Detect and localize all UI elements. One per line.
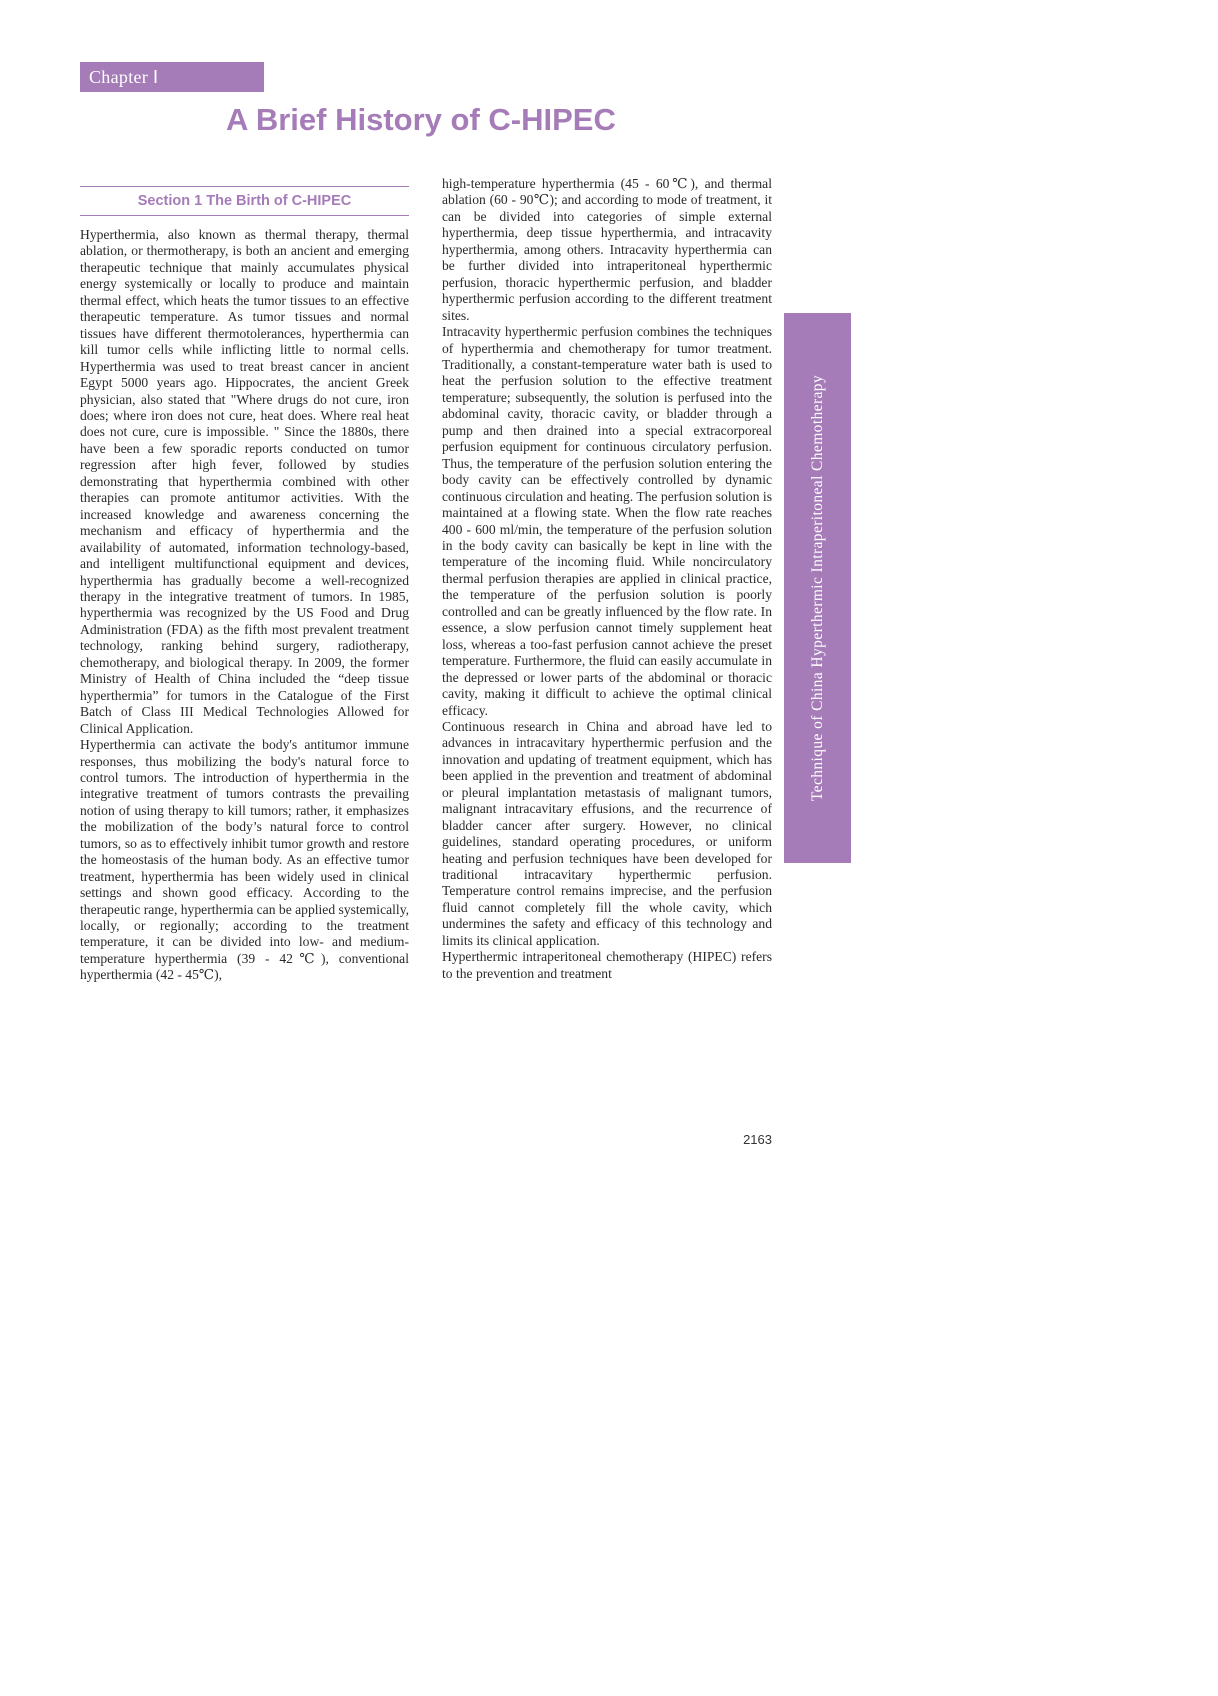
body-paragraph: Hyperthermic intraperitoneal chemotherapy (HIPEC) refers to the prevention and treatment	[442, 949, 772, 981]
left-column	[80, 227, 409, 1102]
side-tab-label: Technique of China Hyperthermic Intraperitoneal Chemotherapy	[808, 374, 826, 802]
body-paragraph: high-temperature hyperthermia (45 - 60℃), and thermal ablation (60 - 90℃); and according to mode of treatment, it can be divided into categories of simple external hyperthermia, deep tissue hyperthermia, and intracavity hyperthermia, among others. Intracavity hyperthermia can be further divided into intraperitoneal hyperthermic perfusion, thoracic hyperthermic perfusion, and bladder hyperthermic perfusion according to the different treatment sites.	[442, 176, 772, 323]
body-paragraph: Intracavity hyperthermic perfusion combines the techniques of hyperthermia and chemotherapy for tumor treatment. Traditionally, a constant-temperature water bath is used to heat the perfusion solution to the effective treatment temperature; subsequently, the solution is perfused into the abdominal cavity, thoracic cavity, or bladder through a pump and then drained into a special extracorporeal perfusion equipment for continuous circulatory perfusion. Thus, the temperature of the perfusion solution entering the body cavity can be effectively controlled by dynamic continuous circulation and heating. The perfusion solution is maintained at a flowing state. When the flow rate reaches 400 - 600 ml/min, the temperature of the perfusion solution in the body cavity can basically be kept in line with the temperature of the incoming fluid. While noncirculatory thermal perfusion therapies are applied in clinical practice, the temperature of the perfusion solution is poorly controlled and can be greatly influenced by the flow rate. In essence, a slow perfusion cannot timely supplement heat loss, whereas a too-fast perfusion cannot achieve the preset temperature. Furthermore, the fluid can easily accumulate in the depressed or lower parts of the abdominal or thoracic cavity, making it difficult to achieve the optimal clinical efficacy.	[442, 324, 772, 718]
body-paragraph: Hyperthermia can activate the body's antitumor immune responses, thus mobilizing the body's natural force to control tumors. The introduction of hyperthermia in the integrative treatment of tumors contrasts the prevailing notion of using therapy to kill tumors; rather, it emphasizes the mobilization of the body’s natural force to control tumors, so as to effectively inhibit tumor growth and restore the homeostasis of the human body. As an effective tumor treatment, hyperthermia has been widely used in clinical settings and shown good efficacy. According to the therapeutic range, hyperthermia can be applied systemically, locally, or regionally; according to the treatment temperature, it can be divided into low- and medium-temperature hyperthermia (39 - 42℃), conventional hyperthermia (42 - 45℃),	[80, 737, 409, 983]
chapter-label: Chapter Ⅰ	[89, 67, 159, 87]
right-column	[442, 176, 772, 1102]
section-heading: Section 1 The Birth of C-HIPEC	[80, 186, 409, 216]
page-number: 2163	[743, 1132, 772, 1147]
body-paragraph: Hyperthermia, also known as thermal therapy, thermal ablation, or thermotherapy, is both an ancient and emerging therapeutic technique that mainly accumulates physical energy systemically or locally to produce and maintain thermal effect, which heats the tumor tissues to an effective therapeutic temperature. As tumor tissues and normal tissues have different thermotolerances, hyperthermia can kill tumor cells while inflicting little to normal cells. Hyperthermia was used to treat breast cancer in ancient Egypt 5000 years ago. Hippocrates, the ancient Greek physician, also stated that "Where drugs do not cure, iron does; where iron does not cure, heat does. Where real heat does not cure, cure is impossible. " Since the 1880s, there have been a few sporadic reports conducted on tumor regression after high fever, followed by studies demonstrating that hyperthermia combined with other therapies can promote antitumor activities. With the increased knowledge and awareness concerning the mechanism and efficacy of hyperthermia and the availability of automated, information technology-based, and intelligent multifunctional equipment and devices, hyperthermia has gradually become a well-recognized therapy in the integrative treatment of tumors. In 1985, hyperthermia was recognized by the US Food and Drug Administration (FDA) as the fifth most prevalent treatment technology, ranking behind surgery, radiotherapy, chemotherapy, and biological therapy. In 2009, the former Ministry of Health of China included the “deep tissue hyperthermia” for tumors in the Catalogue of the First Batch of Class III Medical Technologies Allowed for Clinical Application.	[80, 227, 409, 736]
body-paragraph: Continuous research in China and abroad have led to advances in intracavitary hyperthermic perfusion and the innovation and updating of treatment equipment, which has been applied in the prevention and treatment of abdominal or pleural implantation metastasis of malignant tumors, malignant intracavitary effusions, and the recurrence of bladder cancer after surgery. However, no clinical guidelines, standard operating procedures, or uniform heating and perfusion techniques have been developed for traditional intracavitary hyperthermic perfusion. Temperature control remains imprecise, and the perfusion fluid cannot completely fill the whole cavity, which undermines the safety and efficacy of this technology and limits its clinical application.	[442, 718, 772, 948]
book-title-side-tab	[784, 313, 851, 863]
chapter-tab	[80, 62, 264, 92]
chapter-title: A Brief History of C-HIPEC	[226, 102, 616, 137]
